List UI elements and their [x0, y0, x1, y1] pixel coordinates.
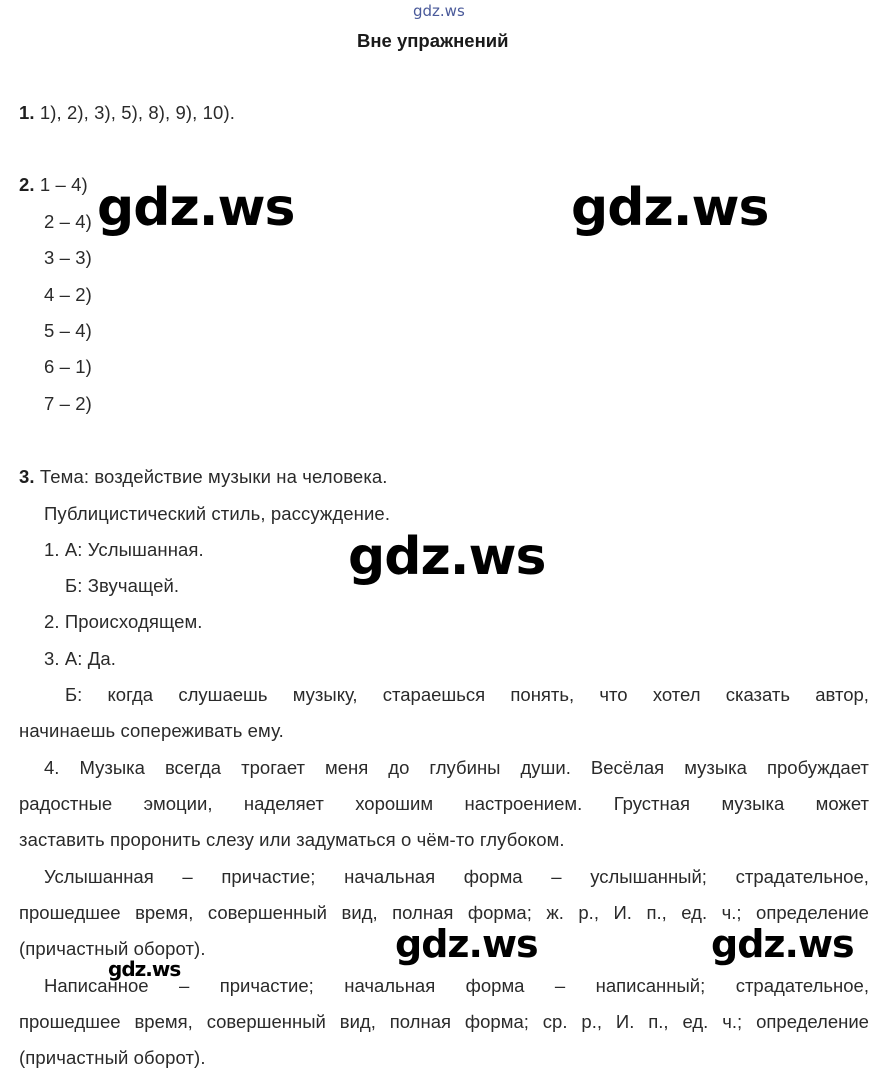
list-item: 1 – 4)	[39, 174, 88, 195]
word: ж.	[546, 902, 564, 923]
word: ч.;	[721, 902, 742, 923]
word: хотел	[652, 684, 701, 705]
word: п.,	[648, 1011, 669, 1032]
task-answer: 1), 2), 3), 5), 8), 9), 10).	[39, 102, 235, 123]
answer-1a: 1. А: Услышанная.	[44, 539, 204, 560]
answer-3b-line-1	[65, 684, 869, 706]
word: услышанный;	[590, 866, 707, 887]
word: когда	[107, 684, 154, 705]
word: совершенный	[207, 902, 328, 923]
word: форма	[463, 866, 523, 887]
task-number: 3.	[19, 466, 35, 487]
word: полная	[389, 1011, 451, 1032]
word: причастие;	[219, 975, 314, 996]
word: Б:	[65, 684, 83, 705]
watermark: gdz.ws	[97, 178, 295, 238]
list-item: 7 – 2)	[44, 393, 92, 414]
word: души.	[520, 757, 571, 778]
word: И.	[615, 1011, 635, 1032]
list-item: 4 – 2)	[44, 284, 92, 305]
word: может	[815, 793, 869, 814]
word: ед.	[682, 1011, 709, 1032]
word: прошедшее	[19, 1011, 121, 1032]
answer-1b: Б: Звучащей.	[65, 575, 180, 596]
list-item: 3 – 3)	[44, 247, 92, 268]
watermark: gdz.ws	[108, 957, 181, 981]
word: страдательное,	[735, 866, 869, 887]
watermark: gdz.ws	[395, 922, 538, 966]
word: понять,	[510, 684, 575, 705]
analysis-2-line-3: (причастный оборот).	[19, 1047, 206, 1068]
word: настроением.	[464, 793, 583, 814]
watermark: gdz.ws	[711, 922, 854, 966]
word: форма	[465, 975, 525, 996]
style-line: Публицистический стиль, рассуждение.	[44, 503, 391, 524]
word: Написанное	[44, 975, 149, 996]
answer-4-line-3: заставить проронить слезу или задуматься о чём-то глубоком.	[19, 829, 565, 850]
word: ч.;	[722, 1011, 743, 1032]
list-item: 2 – 4)	[44, 211, 92, 232]
word: меня	[325, 757, 369, 778]
word: причастие;	[221, 866, 316, 887]
word: до	[388, 757, 410, 778]
task-2	[19, 174, 88, 196]
task-number: 2.	[19, 174, 35, 195]
watermark-top: gdz.ws	[413, 2, 465, 20]
word: 4.	[44, 757, 60, 778]
word: ср.	[542, 1011, 568, 1032]
word: полная	[392, 902, 454, 923]
word: Весёлая	[590, 757, 665, 778]
word: прошедшее	[19, 902, 121, 923]
word: ед.	[681, 902, 708, 923]
word: Услышанная	[44, 866, 154, 887]
word: всегда	[164, 757, 222, 778]
task-1	[19, 102, 235, 124]
word: И.	[613, 902, 632, 923]
list-item: 6 – 1)	[44, 356, 92, 377]
word: р.,	[581, 1011, 602, 1032]
word: что	[599, 684, 628, 705]
word: слушаешь	[178, 684, 268, 705]
word: Грустная	[613, 793, 691, 814]
word: форма;	[464, 1011, 529, 1032]
word: совершенный	[206, 1011, 326, 1032]
word: время,	[135, 902, 194, 923]
analysis-2-line-1	[44, 975, 869, 997]
word: Музыка	[79, 757, 145, 778]
word: –	[182, 866, 193, 887]
task-3-topic	[19, 466, 388, 488]
answer-2: 2. Происходящем.	[44, 611, 203, 632]
answer-4-line-1	[44, 757, 869, 779]
word: музыка	[684, 757, 747, 778]
word: сказать	[725, 684, 791, 705]
word: п.,	[646, 902, 667, 923]
word: время,	[134, 1011, 193, 1032]
analysis-1-line-2	[19, 902, 869, 924]
analysis-1-line-1	[44, 866, 869, 888]
word: вид,	[339, 1011, 376, 1032]
word: вид,	[341, 902, 378, 923]
word: музыку,	[292, 684, 358, 705]
word: музыка	[721, 793, 785, 814]
word: трогает	[241, 757, 305, 778]
topic-text: Тема: воздействие музыки на человека.	[39, 466, 388, 487]
word: автор,	[815, 684, 869, 705]
word: р.,	[578, 902, 599, 923]
word: наделяет	[243, 793, 324, 814]
word: глубины	[429, 757, 501, 778]
word: –	[554, 975, 566, 996]
analysis-2-line-2	[19, 1011, 869, 1033]
word: –	[179, 975, 190, 996]
task-number: 1.	[19, 102, 35, 123]
watermark: gdz.ws	[348, 527, 546, 587]
word: пробуждает	[767, 757, 869, 778]
word: стараешься	[382, 684, 486, 705]
word: эмоции,	[143, 793, 213, 814]
word: страдательное,	[735, 975, 869, 996]
answer-3b-line-2: начинаешь сопереживать ему.	[19, 720, 284, 741]
list-item: 5 – 4)	[44, 320, 92, 341]
word: определение	[756, 902, 869, 923]
word: форма;	[467, 902, 532, 923]
word: определение	[756, 1011, 869, 1032]
word: хорошим	[355, 793, 434, 814]
answer-3a: 3. А: Да.	[44, 648, 117, 669]
word: радостные	[19, 793, 113, 814]
answer-4-line-2	[19, 793, 869, 815]
word: начальная	[344, 866, 436, 887]
word: –	[551, 866, 562, 887]
word: написанный;	[595, 975, 706, 996]
page-title: Вне упражнений	[357, 30, 509, 51]
word: начальная	[344, 975, 436, 996]
watermark: gdz.ws	[571, 178, 769, 238]
analysis-1-line-3: (причастный оборот).	[19, 938, 206, 959]
